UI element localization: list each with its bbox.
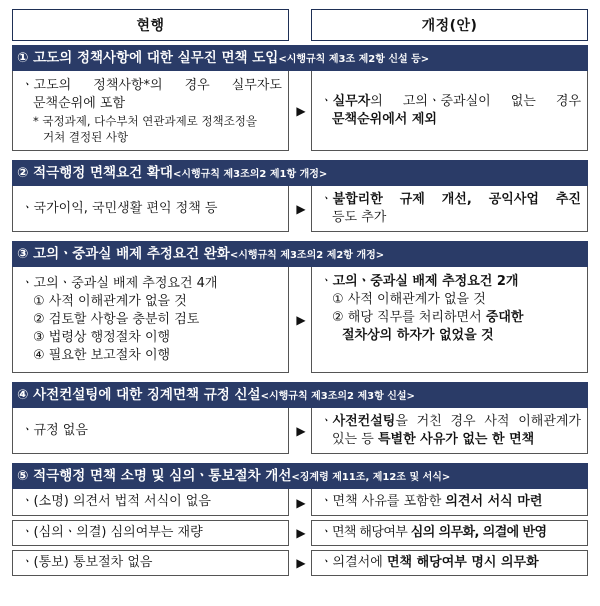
section-5-proposed-line: ㆍ면책 사유를 포함한 의견서 서식 마련: [320, 494, 543, 509]
section-5-proposed: [311, 489, 588, 516]
section-2-proposed-line: 등도 추가: [332, 209, 387, 225]
section-3-title-bar: [12, 241, 588, 267]
section-5-proposed: [311, 520, 588, 546]
section-1-title-bar: [12, 45, 588, 71]
section-5-current: [12, 520, 289, 546]
section-3-current-line: ③ 법령상 행정절차 이행: [33, 329, 171, 345]
section-4-current: [12, 408, 289, 454]
section-4-row: [12, 408, 588, 454]
section-4-proposed-line: 있는 등 특별한 사유가 없는 한 면책: [332, 431, 535, 447]
section-3-proposed-line: ① 사적 이해관계가 없을 것: [332, 292, 486, 307]
section-5-proposed: [311, 550, 588, 576]
section-5-row: [12, 520, 588, 546]
section-3-current-line: ④ 필요한 보고절차 이행: [33, 347, 171, 363]
section-4-current-line: ㆍ규정 없음: [21, 422, 88, 438]
section-4-proposed: [311, 408, 588, 454]
arrow-icon: ▶: [296, 424, 306, 438]
arrow-icon: ▶: [296, 556, 306, 570]
section-4-title-bar: [12, 382, 588, 408]
section-5-row: [12, 550, 588, 576]
section-5-row: [12, 489, 588, 516]
arrow-icon: ▶: [296, 104, 306, 118]
section-5-current-line: ㆍ(심의ㆍ의결) 심의여부는 재량: [21, 525, 203, 540]
section-3-proposed-line: ② 해당 직무를 처리하면서 중대한: [332, 310, 524, 325]
arrow-icon: ▶: [296, 526, 306, 540]
section-5-proposed-line: ㆍ면책 해당여부 심의 의무화, 의결에 반영: [320, 525, 547, 540]
section-3-current: [12, 267, 289, 373]
section-4-reference: <시행규칙 제3조의2 제3항 신설>: [260, 391, 415, 402]
section-3-proposed-line: ㆍ고의ㆍ중과실 배제 추정요건 2개: [320, 274, 519, 289]
section-4-title: ④ 사전컨설팅에 대한 징계면책 규정 신설: [17, 387, 261, 403]
section-2-title-bar: [12, 160, 588, 186]
section-3-current-line: ② 검토할 사항을 충분히 검토: [33, 311, 200, 327]
section-2-reference: <시행규칙 제3조의2 제1항 개정>: [172, 169, 328, 180]
section-1-proposed: [311, 71, 588, 151]
section-4-proposed-line: ㆍ사전컨설팅을 거친 경우 사적 이해관계가: [320, 413, 581, 429]
section-3-proposed: [311, 267, 588, 373]
arrow-icon: ▶: [296, 202, 306, 216]
section-3-proposed-line: 절차상의 하자가 없었을 것: [342, 328, 494, 343]
section-1-current-line: ㆍ고도의 정책사항*의 경우 실무자도: [21, 77, 282, 93]
section-5-current: [12, 550, 289, 576]
section-3-current-line: ㆍ고의ㆍ중과실 배제 추정요건 4개: [21, 275, 218, 291]
section-3-title: ③ 고의ㆍ중과실 배제 추정요건 완화: [17, 246, 230, 262]
section-3-reference: <시행규칙 제3조의2 제2항 개정>: [229, 250, 385, 261]
section-5-reference: <징계령 제11조, 제12조 및 서식>: [291, 472, 451, 483]
section-3-row: [12, 267, 588, 373]
section-1-reference: <시행규칙 제3조 제2항 신설 등>: [278, 54, 430, 65]
section-2-current-line: ㆍ국가이익, 국민생활 편익 정책 등: [21, 200, 218, 216]
section-1-proposed-line: ㆍ실무자의 고의ㆍ중과실이 없는 경우: [320, 93, 581, 109]
section-3-current-line: ① 사적 이해관계가 없을 것: [33, 293, 187, 309]
section-1-current-line: 문책순위에 포함: [33, 95, 126, 111]
section-1-current: [12, 71, 289, 151]
section-5-title-bar: [12, 463, 588, 489]
section-2-proposed-line: ㆍ불합리한 규제 개선, 공익사업 추진: [320, 191, 581, 207]
comparison-table: [12, 9, 588, 576]
section-2-title: ② 적극행정 면책요건 확대: [17, 165, 173, 181]
arrow-icon: ▶: [296, 313, 306, 327]
section-5-current-line: ㆍ(통보) 통보절차 없음: [21, 555, 153, 570]
section-2-current: [12, 186, 289, 232]
section-1-proposed-line: 문책순위에서 제외: [332, 111, 437, 127]
section-1-current-note: 거쳐 결정된 사항: [43, 129, 129, 144]
proposed-column-header: 개정(안): [311, 9, 588, 41]
arrow-icon: ▶: [296, 495, 306, 510]
section-5-current-line: ㆍ(소명) 의견서 법적 서식이 없음: [21, 494, 211, 509]
section-1-title: ① 고도의 정책사항에 대한 실무진 면책 도입: [17, 50, 279, 66]
current-column-header: 현행: [12, 9, 289, 41]
section-1-current-note: * 국정과제, 다수부처 연관과제로 정책조정을: [33, 113, 257, 128]
section-1-row: [12, 71, 588, 151]
section-2-proposed: [311, 186, 588, 232]
section-2-row: [12, 186, 588, 232]
section-5-proposed-line: ㆍ의결서에 면책 해당여부 명시 의무화: [320, 555, 539, 570]
section-5-current: [12, 489, 289, 516]
section-5-title: ⑤ 적극행정 면책 소명 및 심의ㆍ통보절차 개선: [17, 468, 292, 484]
table-header: [12, 9, 588, 41]
